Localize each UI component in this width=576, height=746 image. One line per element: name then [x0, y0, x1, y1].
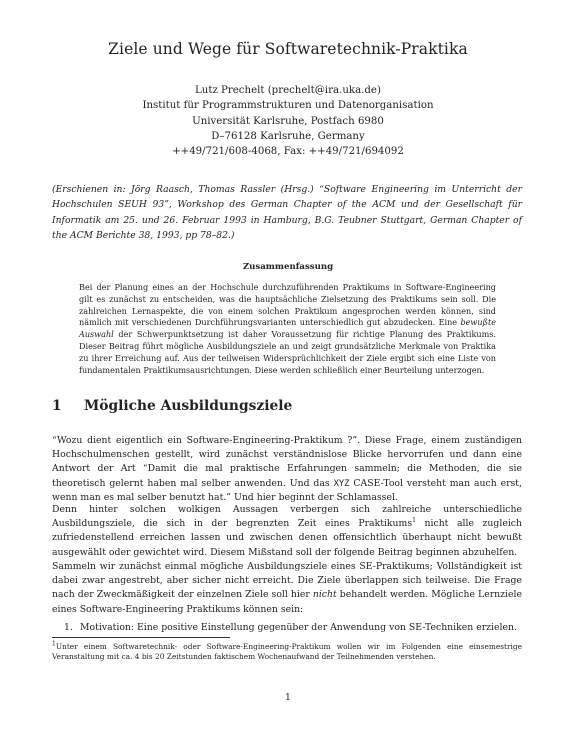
footnote-text: Unter einem Softwaretechnik- oder Software-Engineering-Praktikum wollen wir im Folgenden eine einsemestrige Veranstaltung mit ca. 4 bis 20 Zeitstunden faktischem Wochenaufwand der Teilnehmenden verstehen. [52, 642, 522, 661]
list-item [64, 622, 517, 633]
abstract-text [79, 282, 496, 376]
paragraph-2-part1: Denn hinter solchen wolkigen Aussagen verbergen sich zahlreiche unterschiedliche Ausbildungsziele, die sich in der begrenzten Zeit eines Praktikums [52, 504, 522, 530]
paragraph-3-part2: behandelt werden. Mögliche Lernziele eines Software-Engineering Praktikums können sein: [52, 589, 522, 615]
abstract-emphasis: bewußte Auswahl [79, 317, 496, 340]
paragraph-3-emphasis: nicht [312, 589, 337, 601]
abstract-text-part2: der Schwerpunktsetzung ist daher Voraussetzung für richtige Planung des Praktikums. Dieser Beitrag führt mögliche Ausbildungsziele an und zeigt grundsätzliche Merkmale von Praktika zu ihrer Erreichung auf. Aus der teilweisen Widersprüchlichkeit der Ziele ergibt sich eine Liste von fundamentalen Praktikumsausrichtungen. Diese werden schließlich einer Beurteilung unterzogen. [79, 329, 496, 375]
paragraph-3 [52, 560, 522, 617]
paragraph-2 [52, 503, 522, 560]
author-institute: Institut für Programmstrukturen und Datenorganisation [142, 100, 434, 112]
paragraph-2-part2: nicht alle zugleich zufriedenstellend erreichen lassen und zwischen denen offensichtlich überhaupt nicht bewußt ausgewählt oder gewichtet wird. Diesem Mißstand soll der folgende Beitrag beginnen abzuhelfen. [52, 518, 522, 558]
author-phone-fax: ++49/721/608-4068, Fax: ++49/721/694092 [172, 146, 404, 158]
paragraph-1-part1: “Wozu dient eigentlich ein Software-Engineering-Praktikum ?”. Diese Frage, einem zuständigen Hochschulmenschen gestellt, wird zunächst verständnislose Blicke hervorrufen und dann eine Antwort der Art “Damit die mal praktische Erfahrungen sammeln; die Methoden, die sie theoretisch gelernt haben mal selber anwenden. Und das [52, 435, 522, 489]
tool-name: XYZ [333, 478, 350, 489]
section-heading [52, 398, 292, 414]
footnote-divider [52, 637, 230, 638]
paragraph-1 [52, 434, 522, 505]
page-number: 1 [285, 692, 291, 703]
author-university: Universität Karlsruhe, Postfach 6980 [192, 115, 384, 127]
paper-title: Ziele und Wege für Softwaretechnik-Praktika [108, 40, 468, 58]
section-number: 1 [52, 398, 62, 414]
footnote-mark: 1 [52, 640, 56, 648]
section-title: Mögliche Ausbildungsziele [84, 398, 293, 414]
abstract-heading: Zusammenfassung [242, 262, 334, 272]
abstract-text-part1: Bei der Planung eines an der Hochschule durchzuführenden Praktikums in Software-Engineering gilt es zunächst zu entscheiden, was die hauptsächliche Zielsetzung des Praktikums sein soll. Die zahlreichen Lernaspekte, die von einem solchen Praktikum angesprochen werden können, sind nämlich mit verschiedenen Durchführungsvarianten unterschiedlich gut abzudecken. Eine [79, 282, 496, 328]
paragraph-1-part2: CASE-Tool versteht man auch erst, wenn man es mal selber benutzt hat.” Und hier beginnt der Schlamassel. [52, 477, 522, 503]
footnote-reference[interactable]: 1 [412, 517, 416, 525]
author-city: D–76128 Karlsruhe, Germany [211, 130, 365, 142]
paragraph-3-part1: Sammeln wir zunächst einmal mögliche Ausbildungsziele eines SE-Praktikums; Vollständigkeit ist dabei zwar angestrebt, aber sicher nicht erreicht. Die Ziele überlappen sich teilweise. Die Frage nach der Zweckmäßigkeit der einzelnen Ziele soll hier [52, 561, 522, 601]
footnote [52, 642, 522, 662]
author-block [0, 83, 576, 159]
publication-note: (Erschienen in: Jörg Raasch, Thomas Rassler (Hrsg.) “Software Engineering im Unterricht der Hochschulen SEUH 93”, Workshop des German Chapter of the ACM und der Gesellschaft für Informatik am 25. und 26. Februar 1993 in Hamburg, B.G. Teubner Stuttgart, German Chapter of the ACM Berichte 38, 1993, pp 78–82.) [52, 184, 522, 242]
author-name-email: Lutz Prechelt (prechelt@ira.uka.de) [195, 85, 381, 96]
list-item-number: 1. [64, 622, 73, 633]
list-item-text: Motivation: Eine positive Einstellung gegenüber der Anwendung von SE-Techniken erzielen. [80, 622, 517, 633]
